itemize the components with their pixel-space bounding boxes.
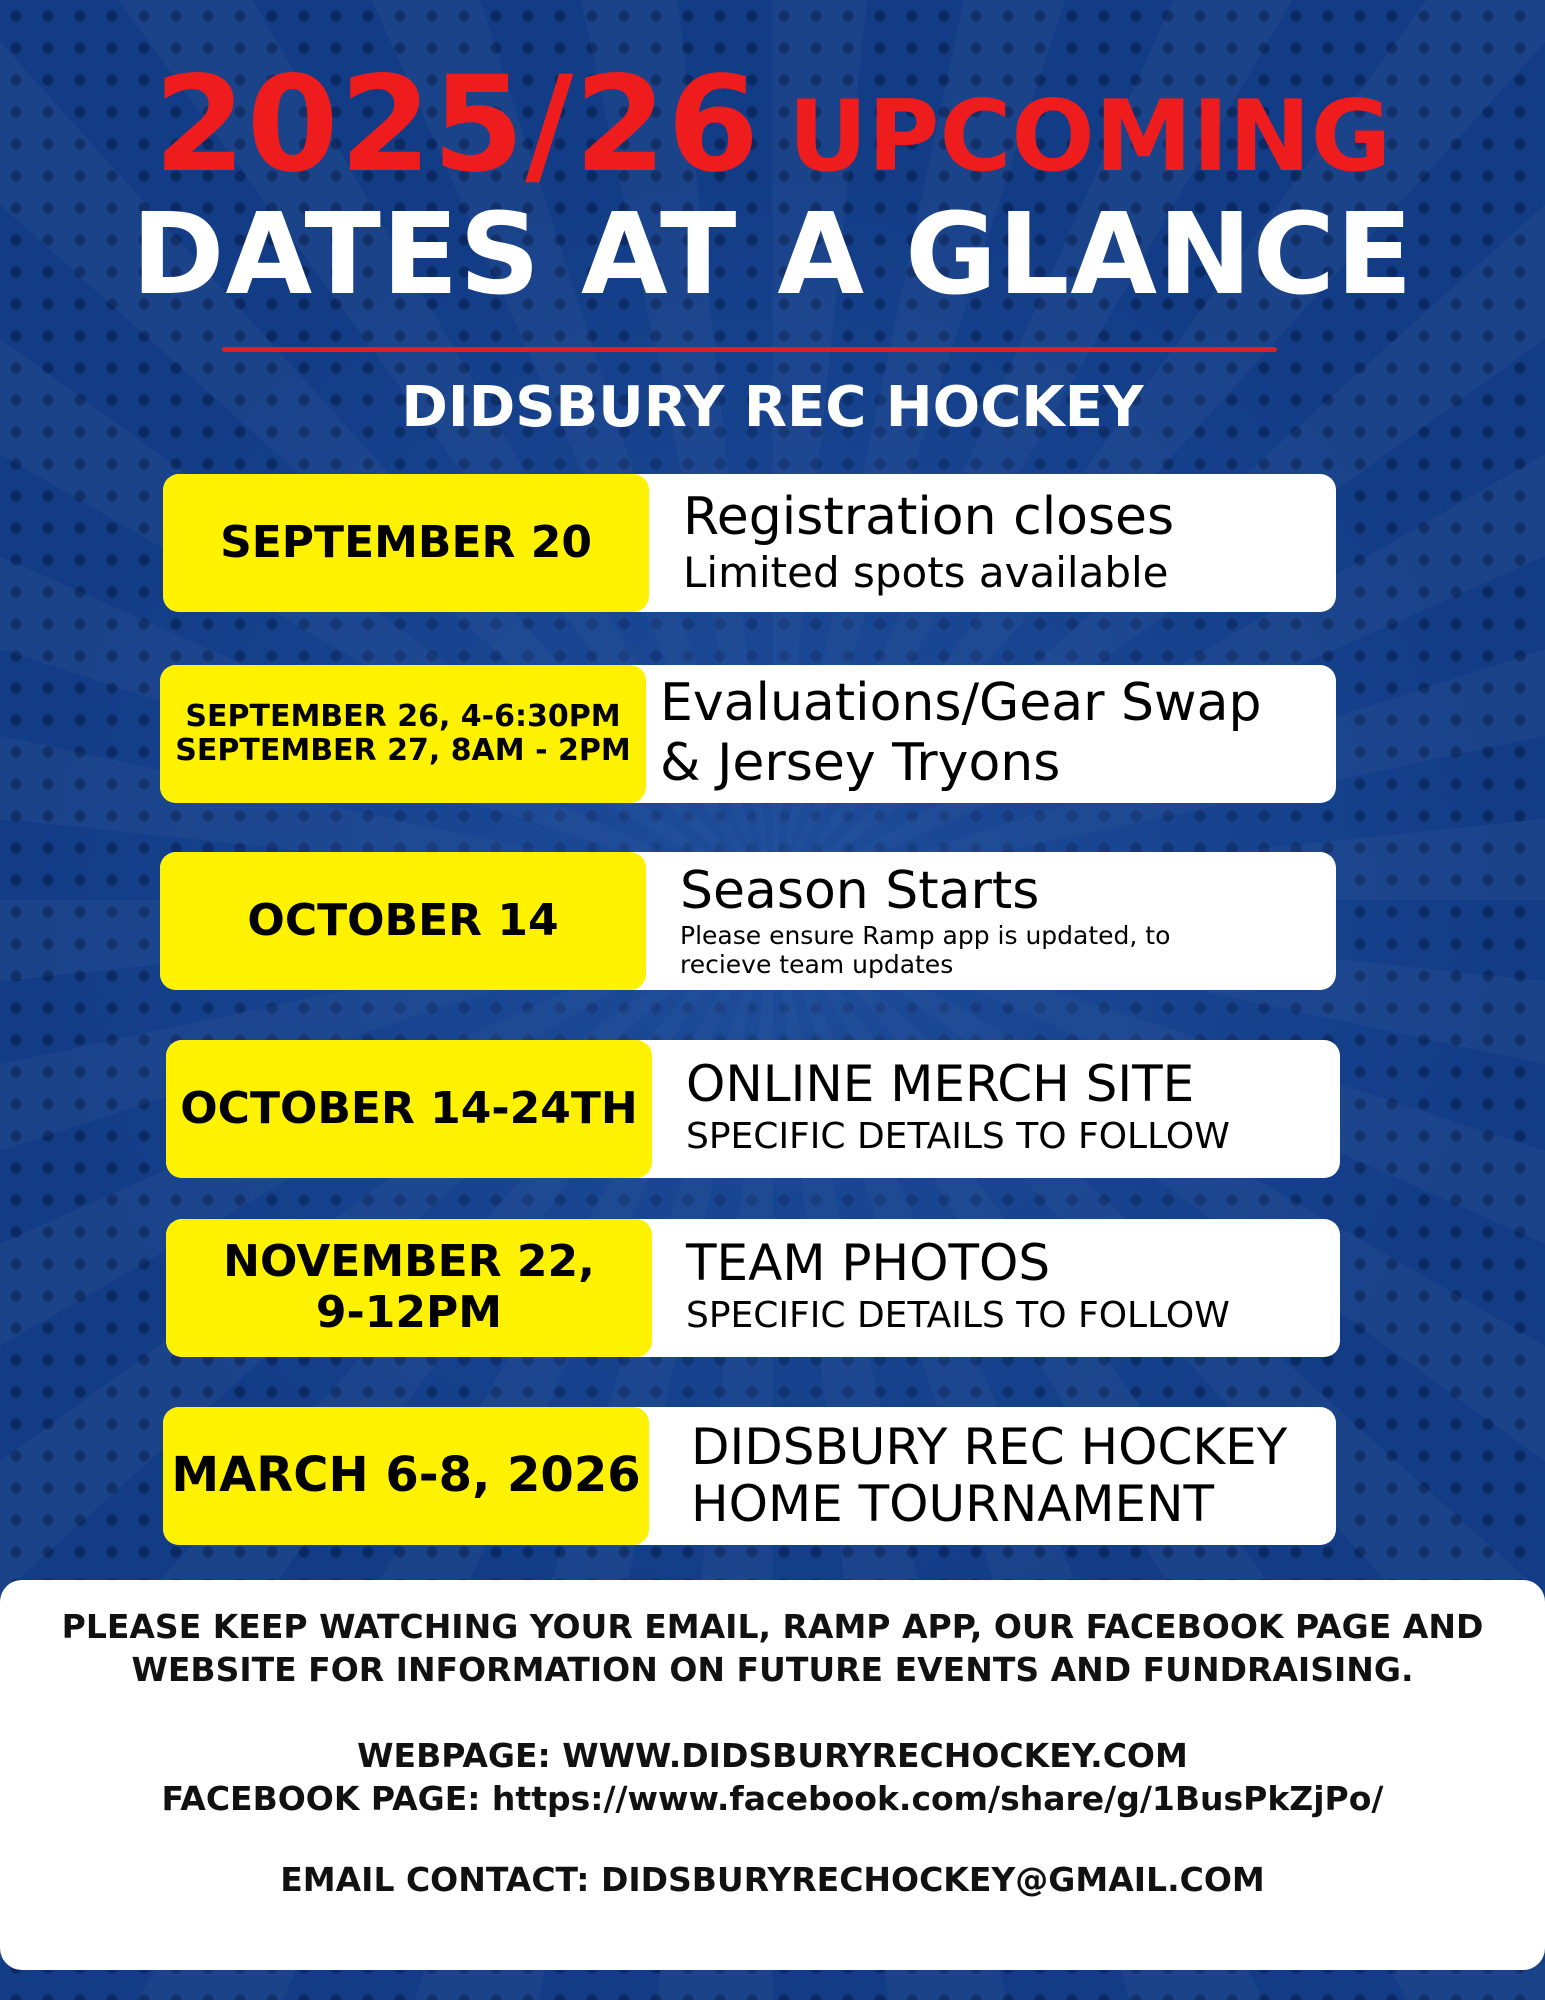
event-description	[686, 1219, 1322, 1357]
event-detail: Limited spots available	[683, 547, 1169, 597]
event-date-badge	[163, 474, 649, 612]
event-row-home-tournament	[163, 1407, 1336, 1545]
title-divider	[222, 347, 1277, 352]
event-row-team-photos	[166, 1219, 1340, 1357]
event-description	[691, 1407, 1318, 1545]
event-row-season-start	[160, 852, 1336, 990]
event-row-evaluations	[160, 665, 1336, 803]
event-date: SEPTEMBER 20	[220, 516, 592, 568]
event-title: Season Starts	[680, 861, 1040, 922]
event-detail: HOME TOURNAMENT	[691, 1475, 1215, 1533]
event-description	[683, 474, 1318, 612]
headline-year: 2025/26	[153, 48, 761, 202]
event-date-line: SEPTEMBER 27, 8AM - 2PM	[175, 733, 631, 768]
event-row-merch	[166, 1040, 1340, 1178]
event-date-badge	[163, 1407, 649, 1545]
facebook-link[interactable]: FACEBOOK PAGE: https://www.facebook.com/share/g/1BusPkZjPo/	[161, 1778, 1384, 1818]
event-date-badge	[166, 1040, 652, 1178]
info-footer	[0, 1580, 1545, 1970]
event-detail: Please ensure Ramp app is updated, to recieve team updates	[680, 921, 1171, 979]
event-description	[686, 1040, 1322, 1178]
event-detail: SPECIFIC DETAILS TO FOLLOW	[686, 1116, 1230, 1158]
footer-links	[0, 1735, 1545, 1821]
event-detail: SPECIFIC DETAILS TO FOLLOW	[686, 1295, 1230, 1337]
event-date-badge	[166, 1219, 652, 1357]
footer-note-line: WEBSITE FOR INFORMATION ON FUTURE EVENTS AND FUNDRAISING.	[131, 1649, 1414, 1689]
event-description	[680, 852, 1216, 990]
event-date-line: NOVEMBER 22,	[223, 1236, 595, 1288]
webpage-link[interactable]: WEBPAGE: WWW.DIDSBURYRECHOCKEY.COM	[357, 1736, 1188, 1775]
event-date-badge	[160, 665, 646, 803]
event-description	[660, 665, 1318, 803]
event-row-registration	[163, 474, 1336, 612]
event-detail: & Jersey Tryons	[660, 733, 1061, 793]
organization-name: DIDSBURY REC HOCKEY	[401, 375, 1144, 440]
headline-upcoming: UPCOMING	[788, 80, 1392, 194]
event-date: OCTOBER 14	[247, 894, 559, 946]
event-title: ONLINE MERCH SITE	[686, 1054, 1195, 1113]
event-title: DIDSBURY REC HOCKEY	[691, 1417, 1288, 1476]
event-title: Registration closes	[683, 486, 1175, 547]
event-date: OCTOBER 14-24TH	[180, 1082, 638, 1134]
event-date-badge	[160, 852, 646, 990]
event-date: MARCH 6-8, 2026	[171, 1447, 641, 1504]
event-date-line: SEPTEMBER 26, 4-6:30PM	[185, 698, 621, 734]
headline-year-upcoming	[0, 48, 1545, 202]
headline-subtitle: DATES AT A GLANCE	[131, 190, 1414, 320]
event-date-line: 9-12PM	[315, 1287, 503, 1338]
event-title: TEAM PHOTOS	[686, 1233, 1051, 1292]
footer-note-line: PLEASE KEEP WATCHING YOUR EMAIL, RAMP APP, OUR FACEBOOK PAGE AND	[61, 1607, 1484, 1646]
email-contact[interactable]: EMAIL CONTACT: DIDSBURYRECHOCKEY@GMAIL.COM	[280, 1860, 1265, 1899]
footer-note	[0, 1606, 1545, 1692]
event-title: Evaluations/Gear Swap	[660, 673, 1262, 734]
